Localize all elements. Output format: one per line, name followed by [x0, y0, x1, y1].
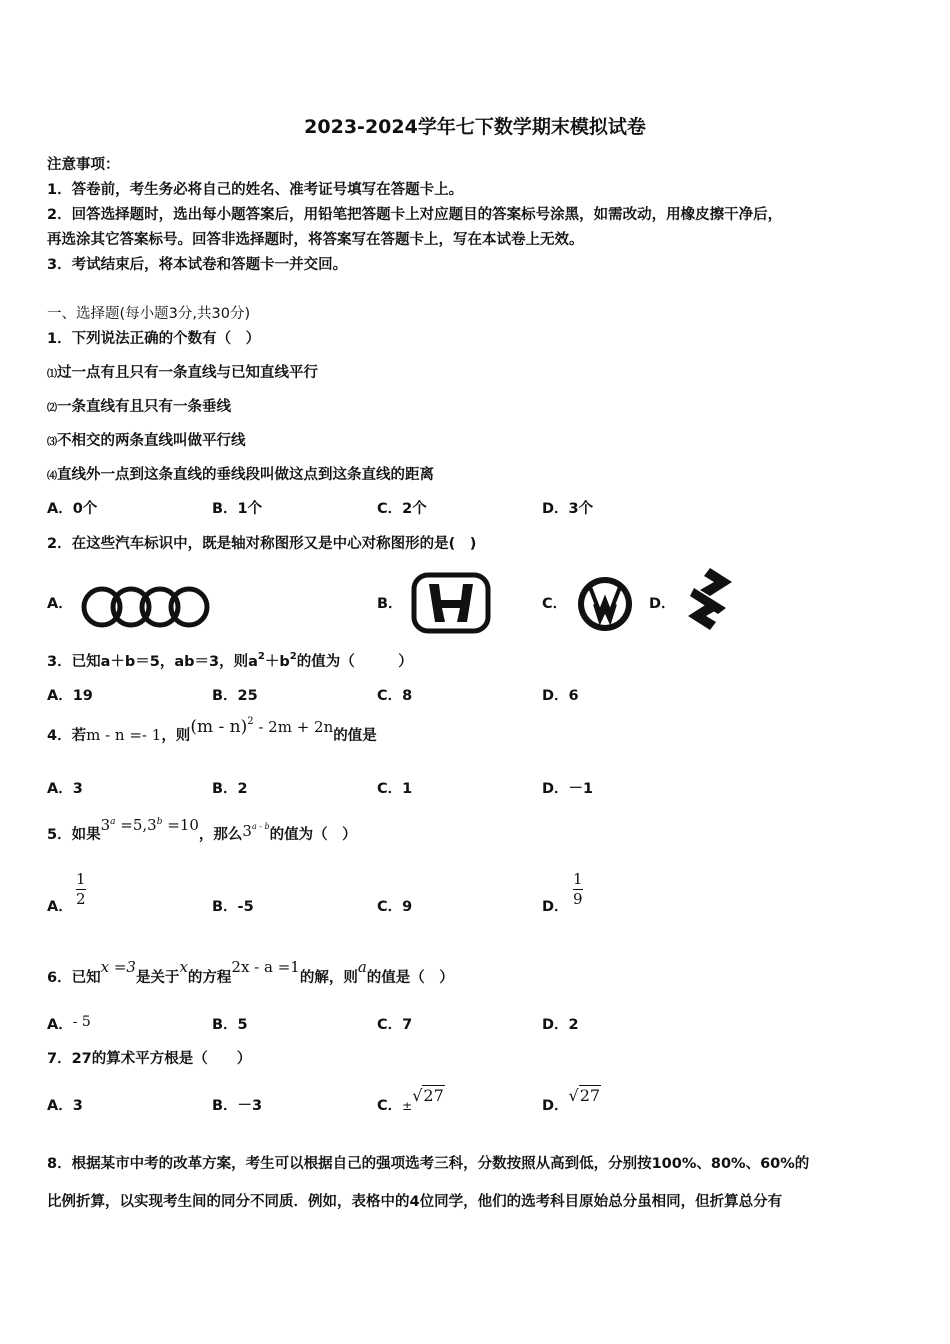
section-heading: 一、选择题(每小题3分,共30分)	[47, 306, 251, 322]
q6-option-a: A．- 5	[47, 1014, 91, 1033]
note-2b: 再选涂其它答案标号。回答非选择题时，将答案写在答题卡上，写在本试卷上无效。	[47, 232, 584, 248]
q1-option-a: A．0个	[47, 501, 98, 517]
q7-option-c: C．±√27	[377, 1086, 444, 1114]
q6-option-c: C．7	[377, 1017, 413, 1033]
q2-option-a: A．	[47, 596, 73, 612]
q6-option-b: B．5	[212, 1017, 248, 1033]
q6-option-d: D．2	[542, 1017, 579, 1033]
note-2a: 2．回答选择题时，选出每小题答案后，用铅笔把答题卡上对应题目的答案标号涂黑，如需改动，用橡皮擦干净后，	[47, 207, 783, 223]
q1-stem: 1．下列说法正确的个数有（ ）	[47, 331, 261, 347]
q5-option-b: B．-5	[212, 899, 254, 915]
q3-stem: 3．已知a＋b＝5，ab＝3，则$a^2+b^2$的值为（ ）	[47, 651, 413, 670]
q2-option-b: B．	[377, 596, 403, 612]
q8-line-1: 8．根据某市中考的改革方案，考生可以根据自己的强项选考三科，分数按照从高到低，分别按100%、80%、60%的	[47, 1156, 810, 1172]
q5-option-c: C．9	[377, 899, 413, 915]
q5-option-d: D．	[542, 899, 569, 915]
q1-option-d: D．3个	[542, 501, 594, 517]
q5-option-d-fraction: $\frac{1}{9}$	[573, 870, 583, 908]
suzuki-logo	[684, 566, 736, 632]
q8-line-2: 比例折算，以实现考生间的同分不同质．例如，表格中的4位同学，他们的选考科目原始总分虽相同，但折算总分有	[47, 1194, 783, 1210]
q6-stem: 6．已知x =3是关于x的方程2x - a =1的解，则a的值是（ ）	[47, 958, 454, 986]
q5-option-a-fraction: $\frac{1}{2}$	[76, 870, 86, 908]
q7-stem: 7．27的算术平方根是（ ）	[47, 1051, 252, 1067]
notes-heading: 注意事项：	[47, 157, 120, 173]
q4-option-b: B．2	[212, 781, 248, 797]
q3-option-d: D．6	[542, 688, 579, 704]
q4-option-a: A．3	[47, 781, 83, 797]
q7-option-d: D．√27	[542, 1086, 601, 1114]
q1-statement-3: ⑶不相交的两条直线叫做平行线	[47, 433, 246, 449]
q2-option-c: C．	[542, 596, 568, 612]
q3-option-c: C．8	[377, 688, 413, 704]
q4-option-c: C．1	[377, 781, 413, 797]
q1-statement-2: ⑵一条直线有且只有一条垂线	[47, 399, 231, 415]
q1-statement-1: ⑴过一点有且只有一条直线与已知直线平行	[47, 365, 318, 381]
q3-option-b: B．25	[212, 688, 258, 704]
volkswagen-logo	[573, 574, 637, 634]
page-title: 2023-2024学年七下数学期末模拟试卷	[304, 116, 646, 138]
q7-option-b: B．－3	[212, 1098, 263, 1114]
q4-option-d: D．－1	[542, 781, 594, 797]
q3-option-a: A．19	[47, 688, 93, 704]
honda-logo	[411, 572, 491, 634]
audi-rings-logo	[80, 585, 212, 629]
q5-stem: 5．如果$3^a =5,3^b =10$，那么3$^{a - b}$的值为（ ）	[47, 816, 357, 843]
q4-stem: 4．若m - n =- 1，则(m - n)$^2$ - 2m + 2n的值是	[47, 716, 377, 744]
note-1: 1．答卷前，考生务必将自己的姓名、准考证号填写在答题卡上。	[47, 182, 464, 198]
q2-option-d: D．	[649, 596, 676, 612]
q2-stem: 2．在这些汽车标识中，既是轴对称图形又是中心对称图形的是( )	[47, 536, 477, 552]
q1-statement-4: ⑷直线外一点到这条直线的垂线段叫做这点到这条直线的距离	[47, 467, 434, 483]
note-3: 3．考试结束后，将本试卷和答题卡一并交回。	[47, 257, 348, 273]
q1-option-c: C．2个	[377, 501, 427, 517]
q5-option-a: A．	[47, 899, 73, 915]
q1-option-b: B．1个	[212, 501, 263, 517]
q7-option-a: A．3	[47, 1098, 83, 1114]
